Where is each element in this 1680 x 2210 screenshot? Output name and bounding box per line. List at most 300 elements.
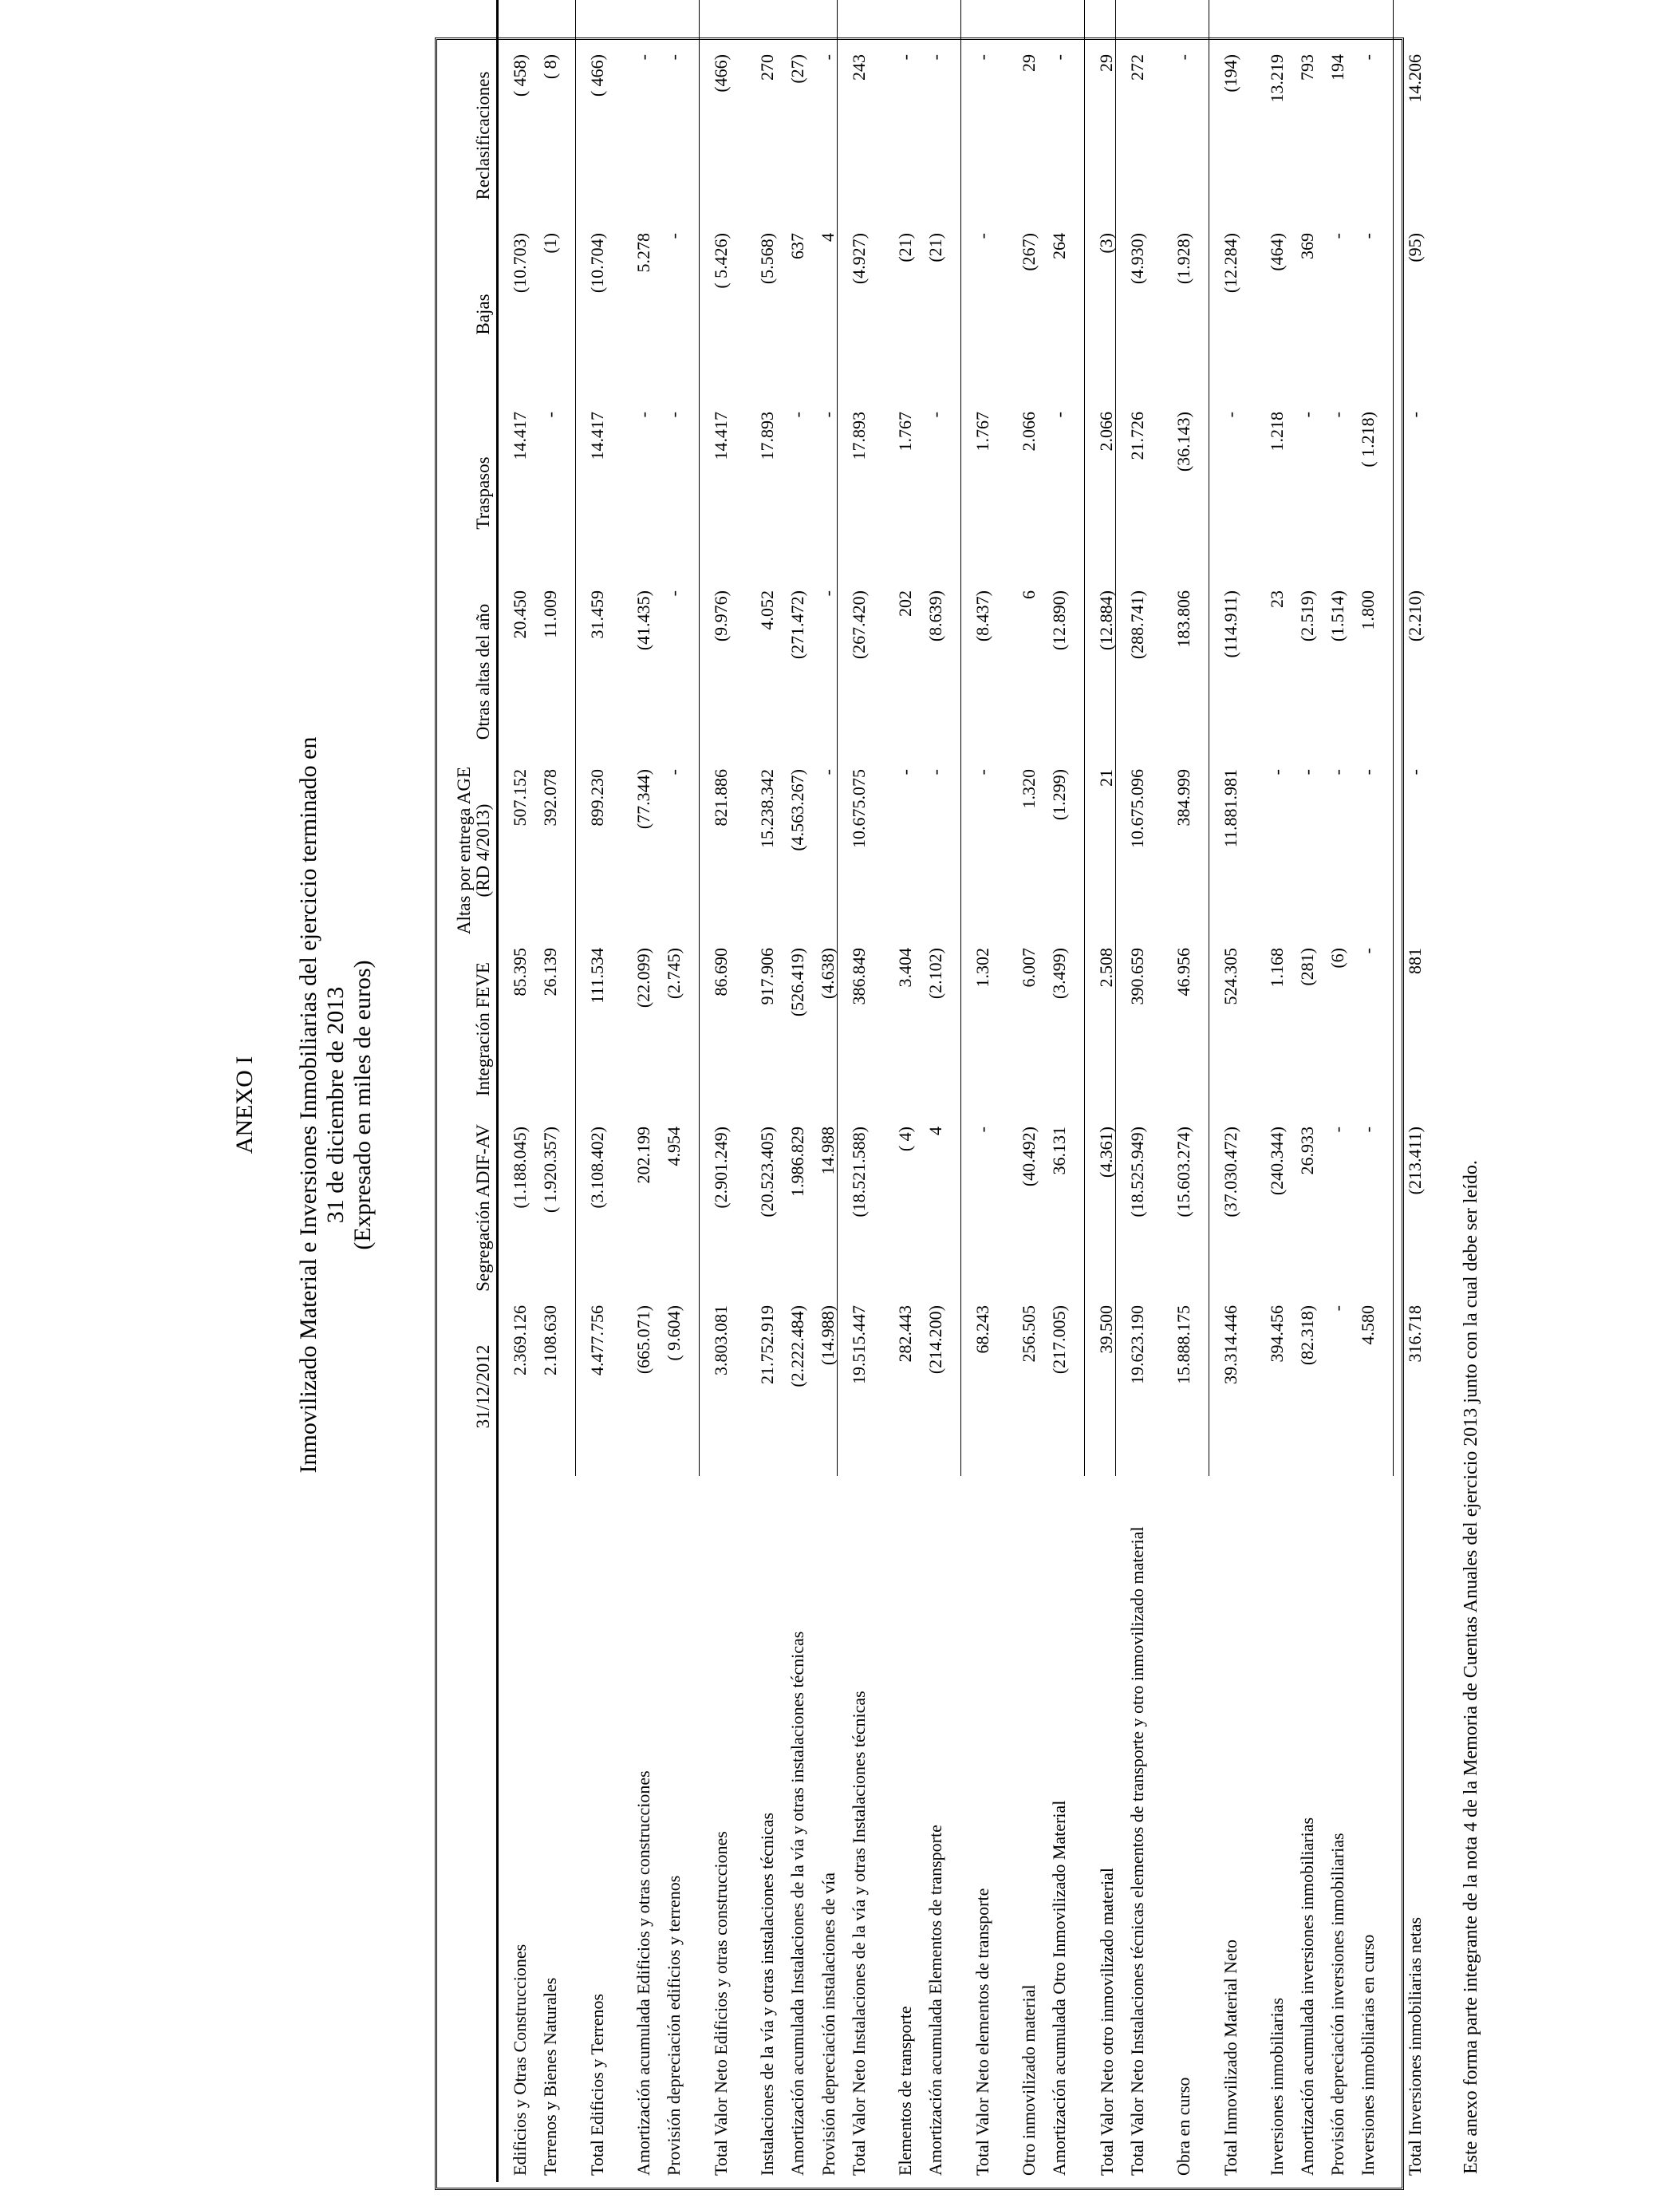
row-label: Provisión depreciación edificios y terrenos — [664, 1875, 684, 2176]
table-cell: 14.988 — [818, 1127, 838, 1175]
table-row — [914, 0, 945, 2182]
table-cell: - — [664, 412, 684, 418]
row-label: Inversiones inmobiliarias en curso — [1358, 1934, 1378, 2176]
table-row — [653, 0, 683, 2182]
table-cell: (114.911) — [1209, 582, 1240, 761]
table-cell — [838, 0, 869, 46]
table-row — [1209, 0, 1240, 2182]
table-cell: 23 — [1267, 590, 1287, 608]
table-cell: - — [633, 412, 653, 418]
table-cell: 507.152 — [510, 769, 530, 827]
table-cell: 386.849 — [838, 940, 869, 1119]
table-cell: 270 — [757, 54, 777, 81]
table-cell: - — [1049, 54, 1069, 61]
table-cell: 524.305 — [1209, 940, 1240, 1119]
table-cell: (2.102) — [925, 948, 945, 1000]
table-cell: (12.884) — [1085, 582, 1116, 761]
table-cell: 11.009 — [540, 590, 560, 638]
row-label: Elementos de transporte — [895, 2006, 915, 2176]
table-cell: (1.514) — [1327, 590, 1347, 642]
table-cell: (8.437) — [961, 582, 992, 761]
table-cell: - — [818, 412, 838, 418]
table-cell: ( 1.218) — [1358, 412, 1378, 468]
table-cell: 39.500 — [1085, 1297, 1116, 1476]
table-row — [746, 0, 776, 2182]
table-cell: 15.238.342 — [757, 769, 777, 848]
spacer-cell — [1377, 0, 1394, 2182]
table-cell — [1394, 0, 1425, 46]
table-cell: (1.188.045) — [510, 1127, 530, 1209]
table-cell: 202 — [895, 590, 915, 617]
table-cell: - — [540, 412, 560, 418]
table-row — [576, 0, 607, 2182]
table-cell: 2.108.630 — [540, 1305, 560, 1375]
table-cell: 10.675.075 — [838, 761, 869, 940]
table-cell — [1162, 0, 1193, 46]
table-cell — [746, 0, 776, 46]
table-cell: 282.443 — [895, 1305, 915, 1363]
table-row — [1394, 0, 1425, 2182]
table-cell: (37.030.472) — [1209, 1119, 1240, 1297]
table-cell — [884, 0, 914, 46]
table-cell: ( 1.920.357) — [540, 1127, 560, 1214]
table-cell: 21.752.919 — [757, 1305, 777, 1384]
table-cell: - — [895, 54, 915, 61]
table-cell: - — [664, 590, 684, 597]
table-cell: - — [1297, 769, 1317, 775]
table-cell: 637 — [787, 233, 807, 259]
table-cell: - — [787, 412, 807, 418]
table-cell — [622, 0, 653, 46]
footnote: Este anexo forma parte integrante de la nota 4 de la Memoria de Cuentas Anuales del ejercicio 2013 junto con la cual debe ser leído. — [1461, 1160, 1481, 2174]
table-cell: 2.066 — [1019, 412, 1039, 452]
table-cell: 86.690 — [700, 940, 731, 1119]
table-cell: 36.131 — [1049, 1127, 1069, 1175]
spacer-cell — [1068, 0, 1085, 2182]
table-cell: 21.726 — [1116, 404, 1147, 582]
table-cell: 369 — [1297, 233, 1317, 259]
table-cell: 21 — [1085, 761, 1116, 940]
table-cell: 1.767 — [895, 412, 915, 452]
table-cell: 29 — [1085, 46, 1116, 225]
table-cell: ( 458) — [510, 54, 530, 97]
table-cell — [498, 0, 530, 46]
table-cell: - — [961, 46, 992, 225]
row-label: Total Inversiones inmobiliarias netas — [1405, 1916, 1425, 2176]
spacer-cell — [945, 0, 961, 2182]
table-cell — [961, 0, 992, 46]
spacer-row — [683, 0, 700, 2182]
spacer-cell — [559, 0, 576, 2182]
table-cell: (21) — [895, 233, 915, 262]
table-header-row — [437, 0, 498, 2182]
table-cell: - — [664, 769, 684, 775]
table-cell: 1.800 — [1358, 590, 1378, 630]
table-cell: (21) — [925, 233, 945, 262]
table-cell — [1286, 0, 1316, 46]
table-cell: 3.803.081 — [700, 1297, 731, 1476]
table-cell: - — [1358, 769, 1378, 775]
table-cell: 2.066 — [1085, 404, 1116, 582]
table-cell: (2.745) — [664, 948, 684, 1000]
table-cell: (213.411) — [1394, 1119, 1425, 1297]
table-cell: 1.320 — [1019, 769, 1039, 809]
row-label: Instalaciones de la vía y otras instalaciones técnicas — [757, 1812, 777, 2176]
table-cell: - — [1297, 412, 1317, 418]
table-cell: 4 — [818, 233, 838, 242]
spacer-row — [992, 0, 1008, 2182]
table-cell: 14.206 — [1394, 46, 1425, 225]
row-label: Amortización acumulada Otro Inmovilizado Material — [1049, 1800, 1069, 2176]
table-cell: - — [1049, 412, 1069, 418]
table-row — [1008, 0, 1038, 2182]
table-cell: 68.243 — [961, 1297, 992, 1476]
row-label: Total Valor Neto elementos de transporte — [972, 1888, 992, 2176]
table-cell: (2.519) — [1297, 590, 1317, 642]
table-cell: 1.767 — [961, 404, 992, 582]
table-cell: (12.890) — [1049, 590, 1069, 651]
table-cell: (288.741) — [1116, 582, 1147, 761]
table-row — [806, 0, 838, 2182]
table-cell: (3.499) — [1049, 948, 1069, 1000]
row-label: Edificios y Otras Construcciones — [510, 1944, 530, 2176]
table-row — [1116, 0, 1147, 2182]
table-row — [1085, 0, 1116, 2182]
spacer-cell — [1240, 0, 1256, 2182]
spacer-row — [1146, 0, 1162, 2182]
row-label: Amortización acumulada Elementos de transporte — [925, 1825, 945, 2176]
table-cell: 15.888.175 — [1173, 1305, 1193, 1384]
table-cell: 19.515.447 — [838, 1297, 869, 1476]
table-cell: - — [1358, 948, 1378, 954]
table-cell: (1) — [540, 233, 560, 254]
table-cell: 793 — [1297, 54, 1317, 81]
table-cell: - — [1327, 769, 1347, 775]
table-cell — [1316, 0, 1347, 46]
column-header — [437, 0, 498, 46]
table-cell: 17.893 — [757, 412, 777, 460]
table-cell: 1.218 — [1267, 412, 1287, 452]
table-cell: 917.906 — [757, 948, 777, 1005]
table-cell: 1.302 — [961, 940, 992, 1119]
row-label: Total Valor Neto otro inmovilizado material — [1096, 1867, 1117, 2176]
table-cell: (22.099) — [633, 948, 653, 1008]
table-cell: 17.893 — [838, 404, 869, 582]
table-cell: 6.007 — [1019, 948, 1039, 988]
table-cell: (18.521.588) — [838, 1119, 869, 1297]
table-cell: - — [1358, 233, 1378, 239]
table-cell: (1.928) — [1173, 233, 1193, 285]
table-cell: (4.638) — [818, 948, 838, 1000]
table-cell: 5.278 — [633, 233, 653, 273]
spacer-row — [1193, 0, 1209, 2182]
table-cell: 202.199 — [633, 1127, 653, 1184]
table-cell: (82.318) — [1297, 1305, 1317, 1366]
table-cell: - — [1327, 1305, 1347, 1312]
table-cell: (464) — [1267, 233, 1287, 271]
table-cell: (194) — [1209, 46, 1240, 225]
table-cell: 39.314.446 — [1209, 1297, 1240, 1476]
table-cell: (271.472) — [787, 590, 807, 660]
table-cell: 2.369.126 — [510, 1305, 530, 1375]
table-cell: 20.450 — [510, 590, 530, 639]
table-cell: 4 — [925, 1127, 945, 1135]
row-label: Otro inmovilizado material — [1019, 1984, 1039, 2176]
table-cell — [806, 0, 838, 46]
spacer-row — [559, 0, 576, 2182]
table-row — [961, 0, 992, 2182]
table-cell: (4.563.267) — [787, 769, 807, 851]
table-cell: (36.143) — [1173, 412, 1193, 472]
spacer-cell — [992, 0, 1008, 2182]
spacer-cell — [606, 0, 622, 2182]
table-cell: 392.078 — [540, 769, 560, 827]
table-cell: - — [633, 54, 653, 61]
table-cell: (41.435) — [633, 590, 653, 651]
table-cell: 384.999 — [1173, 769, 1193, 827]
table-cell: 390.659 — [1116, 940, 1147, 1119]
table-frame — [435, 37, 1425, 2190]
page-subtitle: Inmovilizado Material e Inversiones Inmobiliarias del ejercicio terminado en — [295, 736, 321, 1474]
table-cell — [576, 0, 607, 46]
table-row — [700, 0, 731, 2182]
table-cell: (281) — [1297, 948, 1317, 986]
spacer-cell — [730, 0, 746, 2182]
table-cell: - — [664, 54, 684, 61]
table-cell: 29 — [1019, 54, 1039, 72]
table-cell: (526.419) — [787, 948, 807, 1017]
table-cell — [529, 0, 559, 46]
spacer-row — [730, 0, 746, 2182]
table-cell: (1.299) — [1049, 769, 1069, 821]
table-cell: (6) — [1327, 948, 1347, 969]
table-cell: - — [1394, 761, 1425, 940]
table-cell: (9.976) — [700, 582, 731, 761]
table-cell: (10.704) — [576, 225, 607, 404]
table-cell: (27) — [787, 54, 807, 84]
table-cell: 256.505 — [1019, 1305, 1039, 1363]
table-cell: 10.675.096 — [1116, 761, 1147, 940]
table-row — [1316, 0, 1347, 2182]
table-cell: ( 5.426) — [700, 225, 731, 404]
row-label: Total Inmovilizado Material Neto — [1221, 1940, 1240, 2176]
table-cell: - — [961, 1119, 992, 1297]
table-cell: - — [1358, 54, 1378, 61]
spacer-cell — [683, 0, 700, 2182]
table-cell — [1008, 0, 1038, 46]
row-label: Total Valor Neto Instalaciones de la vía y otras Instalaciones técnicas — [849, 1691, 869, 2176]
table-cell: ( 4) — [895, 1127, 915, 1152]
table-cell: 899.230 — [576, 761, 607, 940]
table-cell: 4.580 — [1358, 1305, 1378, 1345]
table-cell: 881 — [1394, 940, 1425, 1119]
table-row — [1162, 0, 1193, 2182]
table-cell: (20.523.405) — [757, 1127, 777, 1217]
table-row — [1256, 0, 1286, 2182]
row-label: Total Edificios y Terrenos — [587, 1993, 607, 2176]
column-header: 31/12/2012 — [437, 1297, 498, 1476]
row-label: Terrenos y Bienes Naturales — [540, 1977, 560, 2176]
table-cell: - — [1173, 54, 1193, 61]
table-row — [1347, 0, 1377, 2182]
fixed-assets-table — [437, 0, 1424, 2182]
spacer-cell — [1146, 0, 1162, 2182]
table-cell — [700, 0, 731, 46]
table-cell: (4.927) — [838, 225, 869, 404]
spacer-row — [606, 0, 622, 2182]
table-cell: - — [961, 225, 992, 404]
spacer-row — [1068, 0, 1085, 2182]
page-title: ANEXO I — [231, 1056, 258, 1154]
table-cell: 14.417 — [700, 404, 731, 582]
table-cell: 4.477.756 — [576, 1297, 607, 1476]
table-cell: 821.886 — [700, 761, 731, 940]
table-cell: - — [1209, 404, 1240, 582]
table-cell: 394.456 — [1267, 1305, 1287, 1363]
table-cell: 14.417 — [576, 404, 607, 582]
table-cell: 26.933 — [1297, 1127, 1317, 1175]
table-row — [1038, 0, 1068, 2182]
table-cell: (2.901.249) — [700, 1119, 731, 1297]
table-cell — [776, 0, 806, 46]
column-header: Integración FEVE — [437, 940, 498, 1119]
table-cell: (14.988) — [818, 1305, 838, 1366]
table-cell: - — [818, 590, 838, 597]
spacer-row — [1240, 0, 1256, 2182]
table-cell — [1209, 0, 1240, 46]
table-cell: (267) — [1019, 233, 1039, 271]
table-cell: 2.508 — [1085, 940, 1116, 1119]
table-cell — [1116, 0, 1147, 46]
table-cell: 183.806 — [1173, 590, 1193, 648]
column-header-concept — [437, 1476, 498, 2182]
spacer-row — [945, 0, 961, 2182]
table-cell: (267.420) — [838, 582, 869, 761]
spacer-row — [1377, 0, 1394, 2182]
table-cell: ( 466) — [576, 46, 607, 225]
table-cell: (15.603.274) — [1173, 1127, 1193, 1217]
table-cell: - — [1327, 412, 1347, 418]
table-cell — [1038, 0, 1068, 46]
table-cell: - — [818, 54, 838, 61]
column-header: Altas por entrega AGE (RD 4/2013) — [437, 761, 498, 940]
table-row — [838, 0, 869, 2182]
spacer-cell — [868, 0, 884, 2182]
table-cell: - — [925, 769, 945, 775]
table-cell: (466) — [700, 46, 731, 225]
table-cell: - — [925, 412, 945, 418]
row-label: Amortización acumulada inversiones inmobiliarias — [1297, 1817, 1317, 2176]
row-label: Amortización acumulada Instalaciones de la vía y otras instalaciones técnicas — [787, 1631, 807, 2176]
table-cell: (240.344) — [1267, 1127, 1287, 1196]
table-cell: (4.930) — [1116, 225, 1147, 404]
table-cell: (4.361) — [1085, 1119, 1116, 1297]
table-row — [776, 0, 806, 2182]
table-cell: (2.210) — [1394, 582, 1425, 761]
table-cell: (95) — [1394, 225, 1425, 404]
table-cell: 11.881.981 — [1209, 761, 1240, 940]
table-cell: 316.718 — [1394, 1297, 1425, 1476]
table-cell: (217.005) — [1049, 1305, 1069, 1375]
table-cell: 31.459 — [576, 582, 607, 761]
row-label: Inversiones inmobiliarias — [1267, 1997, 1287, 2176]
table-cell: 6 — [1019, 590, 1039, 599]
row-label: Provisión depreciación inversiones inmobiliarias — [1327, 1833, 1347, 2176]
table-cell: (5.568) — [757, 233, 777, 285]
column-header: Reclasificaciones — [437, 46, 498, 225]
column-header: Bajas — [437, 225, 498, 404]
column-header: Otras altas del año — [437, 582, 498, 761]
table-cell: 14.417 — [510, 412, 530, 460]
table-cell: 26.139 — [540, 948, 560, 996]
table-cell: (665.071) — [633, 1305, 653, 1375]
table-cell: 272 — [1116, 46, 1147, 225]
table-cell: 4.052 — [757, 590, 777, 630]
column-header: Traspasos — [437, 404, 498, 582]
table-cell: 3.404 — [895, 948, 915, 988]
table-cell: (8.639) — [925, 590, 945, 642]
row-label: Amortización acumulada Edificios y otras construcciones — [633, 1770, 653, 2176]
table-cell: ( 8) — [540, 54, 560, 80]
table-cell: (12.284) — [1209, 225, 1240, 404]
table-cell: 264 — [1049, 233, 1069, 259]
page-subtitle-date: 31 de diciembre de 2013 — [322, 986, 349, 1224]
table-cell: 243 — [838, 46, 869, 225]
row-label: Total Valor Neto Edificios y otras construcciones — [711, 1831, 731, 2176]
table-cell: 111.534 — [576, 940, 607, 1119]
table-cell — [1347, 0, 1377, 46]
table-cell: - — [664, 233, 684, 239]
table-cell: - — [1327, 1127, 1347, 1133]
table-cell: (40.492) — [1019, 1127, 1039, 1187]
table-cell: (3) — [1085, 225, 1116, 404]
spacer-cell — [1193, 0, 1209, 2182]
table-cell: 46.956 — [1173, 948, 1193, 996]
table-cell: - — [1394, 404, 1425, 582]
table-cell: - — [961, 761, 992, 940]
table-cell: ( 9.604) — [664, 1305, 684, 1361]
table-cell: 85.395 — [510, 948, 530, 996]
table-cell: - — [895, 769, 915, 775]
table-cell: 194 — [1327, 54, 1347, 81]
table-cell — [1256, 0, 1286, 46]
table-row — [498, 0, 530, 2182]
table-row — [884, 0, 914, 2182]
table-row — [622, 0, 653, 2182]
table-cell — [1085, 0, 1116, 46]
table-row — [1286, 0, 1316, 2182]
table-cell: (3.108.402) — [576, 1119, 607, 1297]
table-cell: 4.954 — [664, 1127, 684, 1166]
table-cell: (18.525.949) — [1116, 1119, 1147, 1297]
table-cell: - — [1327, 233, 1347, 239]
row-label: Obra en curso — [1173, 2077, 1193, 2176]
table-cell: 1.168 — [1267, 948, 1287, 988]
spacer-row — [868, 0, 884, 2182]
table-cell: 19.623.190 — [1116, 1297, 1147, 1476]
table-cell — [653, 0, 683, 46]
table-cell: - — [1267, 769, 1287, 775]
table-cell — [914, 0, 945, 46]
table-cell: (214.200) — [925, 1305, 945, 1375]
table-cell: (10.703) — [510, 233, 530, 294]
table-cell: - — [925, 54, 945, 61]
row-label: Provisión depreciación instalaciones de vía — [818, 1873, 838, 2176]
table-cell: (2.222.484) — [787, 1305, 807, 1387]
page-subtitle-units: (Expresado en miles de euros) — [349, 960, 376, 1250]
table-cell: 13.219 — [1267, 54, 1287, 103]
table-cell: - — [818, 769, 838, 775]
